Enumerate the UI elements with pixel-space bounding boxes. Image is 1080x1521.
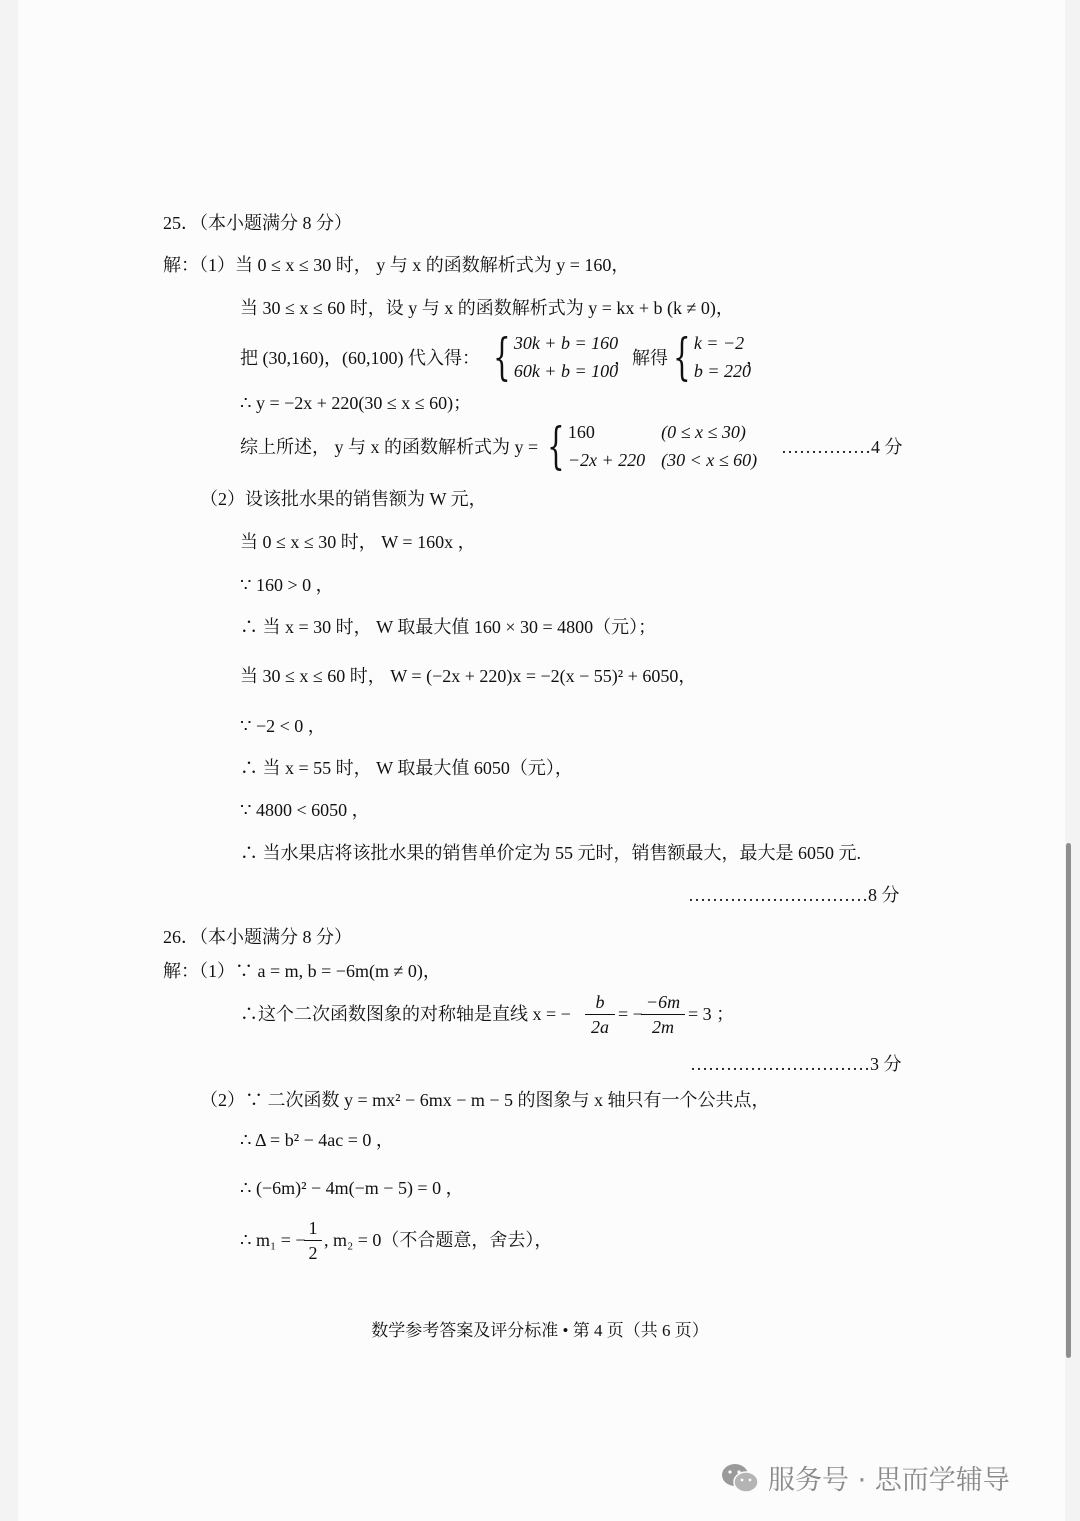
- piecewise-row-1-expr: 160: [567, 422, 595, 442]
- system-1-row-1: 30k + b = 160: [513, 333, 619, 353]
- brace-icon: {: [547, 417, 565, 475]
- q25-p2-line8: ∵ 4800 < 6050 ，: [240, 800, 370, 820]
- brace-icon: {: [493, 328, 511, 386]
- q26-p1-line2-c: = 3 ；: [688, 1004, 735, 1024]
- q25-p1-line3-c: ，: [746, 348, 764, 368]
- fraction-6m-over-2m: [641, 990, 685, 1039]
- piecewise-row-2-cond: (30 < x ≤ 60): [661, 450, 758, 470]
- fraction-numerator: 1: [304, 1216, 322, 1241]
- fraction-denominator: 2m: [652, 1017, 674, 1037]
- q25-p2-line6: ∵ −2 < 0 ，: [240, 716, 326, 736]
- q26-p1-score: …………………………3 分: [690, 1054, 902, 1074]
- q25-p2-score: …………………………8 分: [688, 885, 900, 905]
- q25-p2-line7: ∴ 当 x = 55 时， W 取最大值 6050（元），: [240, 758, 573, 778]
- q25-system-1: [486, 329, 618, 385]
- q25-p1-line2: 当 30 ≤ x ≤ 60 时，设 y 与 x 的函数解析式为 y = kx + b (k ≠ 0)，: [240, 298, 734, 318]
- system-2-row-2: b = 220: [693, 361, 751, 381]
- fraction-numerator: −6m: [641, 990, 685, 1015]
- scrollbar[interactable]: [1066, 843, 1071, 1358]
- system-1-row-2: 60k + b = 100: [513, 361, 619, 381]
- q25-p1-intro: 解：（1）当 0 ≤ x ≤ 30 时， y 与 x 的函数解析式为 y = 160，: [163, 255, 630, 275]
- q25-p1-line4: ∴ y = −2x + 220(30 ≤ x ≤ 60)；: [240, 393, 472, 413]
- piecewise-row-1-cond: (0 ≤ x ≤ 30): [661, 422, 746, 442]
- q25-p1-score: ……………4 分: [781, 437, 903, 457]
- watermark-text: 服务号 · 思而学辅导: [768, 1465, 1010, 1496]
- q25-p2-line1: （2）设该批水果的销售额为 W 元，: [200, 489, 487, 509]
- q25-p2-line4: ∴ 当 x = 30 时， W 取最大值 160 × 30 = 4800（元）；: [240, 617, 657, 637]
- q25-p2-line2: 当 0 ≤ x ≤ 30 时， W = 160x ，: [240, 532, 476, 552]
- q25-p1-line3-b: ，解得: [614, 348, 668, 368]
- q26-p2-line3: ∴ (−6m)² − 4m(−m − 5) = 0 ，: [240, 1178, 464, 1198]
- q25-p2-line9: ∴ 当水果店将该批水果的销售单价定为 55 元时，销售额最大，最大是 6050 元.: [240, 843, 861, 863]
- fraction-denominator: 2: [308, 1243, 318, 1263]
- q26-p1-line1: 解：（1）∵ a = m, b = −6m(m ≠ 0)，: [163, 961, 441, 981]
- brace-icon: {: [673, 328, 691, 386]
- q26-p1-line2-b: = −: [618, 1004, 643, 1024]
- q25-p1-line5: 综上所述， y 与 x 的函数解析式为 y =: [240, 437, 539, 457]
- page-footer: 数学参考答案及评分标准 • 第 4 页（共 6 页）: [371, 1321, 709, 1340]
- q26-p2-line4-b: , m₂ = 0（不合题意，舍去），: [324, 1230, 553, 1250]
- q26-p2-line2: ∴ Δ = b² − 4ac = 0 ，: [240, 1130, 394, 1150]
- q25-piecewise: [540, 418, 757, 474]
- q26-p2-line4-a: ∴ m₁ = −: [240, 1230, 306, 1250]
- q25-p2-line3: ∵ 160 > 0 ，: [240, 575, 334, 595]
- q25-header: 25．（本小题满分 8 分）: [163, 213, 352, 233]
- fraction-b-over-2a: [585, 990, 615, 1039]
- q25-p1-line3-a: 把 (30,160)，(60,100) 代入得：: [240, 348, 480, 368]
- q26-header: 26．（本小题满分 8 分）: [163, 927, 352, 947]
- fraction-numerator: b: [585, 990, 615, 1015]
- q26-p2-line1: （2）∵ 二次函数 y = mx² − 6mx − m − 5 的图象与 x 轴只有一个公共点，: [200, 1090, 770, 1110]
- piecewise-row-2-expr: −2x + 220: [567, 450, 646, 470]
- fraction-denominator: 2a: [591, 1017, 609, 1037]
- watermark: [720, 1458, 1010, 1497]
- q25-p2-line5: 当 30 ≤ x ≤ 60 时， W = (−2x + 220)x = −2(x − 55)² + 6050，: [240, 666, 697, 686]
- q26-p1-line2-a: ∴这个二次函数图象的对称轴是直线 x = −: [240, 1004, 571, 1024]
- q25-system-2: [666, 329, 751, 385]
- fraction-one-half: [304, 1216, 322, 1265]
- wechat-icon: [720, 1461, 760, 1495]
- system-2-row-1: k = −2: [693, 333, 745, 353]
